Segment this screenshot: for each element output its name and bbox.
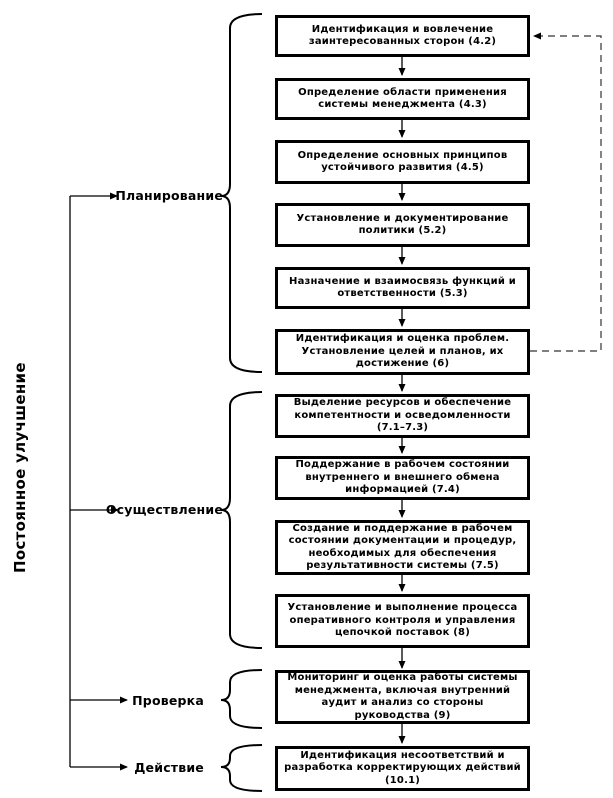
step-box-identify-issues-goals: Идентификация и оценка проблем. Установление целей и планов, их достижение (6): [275, 329, 530, 375]
phase-label-check: Проверка: [132, 693, 204, 708]
step-box-maintain-communication: Поддержание в рабочем состоянии внутреннего и внешнего обмена информацией (7.4): [275, 456, 530, 500]
implementation-brace: [221, 392, 262, 648]
step-box-monitoring-audit: Мониторинг и оценка работы системы менеджмента, включая внутренний аудит и анализ со стороны руководства (9): [275, 670, 530, 724]
step-box-establish-policy: Установление и документирование политики (5.2): [275, 203, 530, 247]
step-box-allocate-resources: Выделение ресурсов и обеспечение компетентности и осведомленности (7.1–7.3): [275, 394, 530, 438]
act-brace: [221, 745, 262, 791]
step-box-identify-stakeholders: Идентификация и вовлечение заинтересованных сторон (4.2): [275, 15, 530, 57]
step-box-maintain-documentation: Создание и поддержание в рабочем состоянии документации и процедур, необходимых для обеспечения результативности системы (7.5): [275, 520, 530, 575]
step-box-assign-responsibilities: Назначение и взаимосвязь функций и ответственности (5.3): [275, 267, 530, 309]
phase-label-act: Действие: [134, 760, 204, 775]
phase-label-implementation: Осуществление: [105, 502, 223, 517]
check-brace: [221, 670, 262, 728]
continuous-improvement-title: Постоянное улучшение: [11, 362, 29, 573]
step-box-operational-control: Установление и выполнение процесса оперативного контроля и управления цепочкой поставок (8): [275, 594, 530, 648]
phase-label-planning: Планирование: [115, 188, 223, 203]
step-box-define-scope: Определение области применения системы менеджмента (4.3): [275, 78, 530, 120]
dashed-feedback-loop: [530, 36, 601, 351]
step-box-define-principles: Определение основных принципов устойчивого развития (4.5): [275, 140, 530, 184]
planning-brace: [221, 14, 262, 372]
step-box-corrective-actions: Идентификация несоответствий и разработка корректирующих действий (10.1): [275, 746, 530, 791]
